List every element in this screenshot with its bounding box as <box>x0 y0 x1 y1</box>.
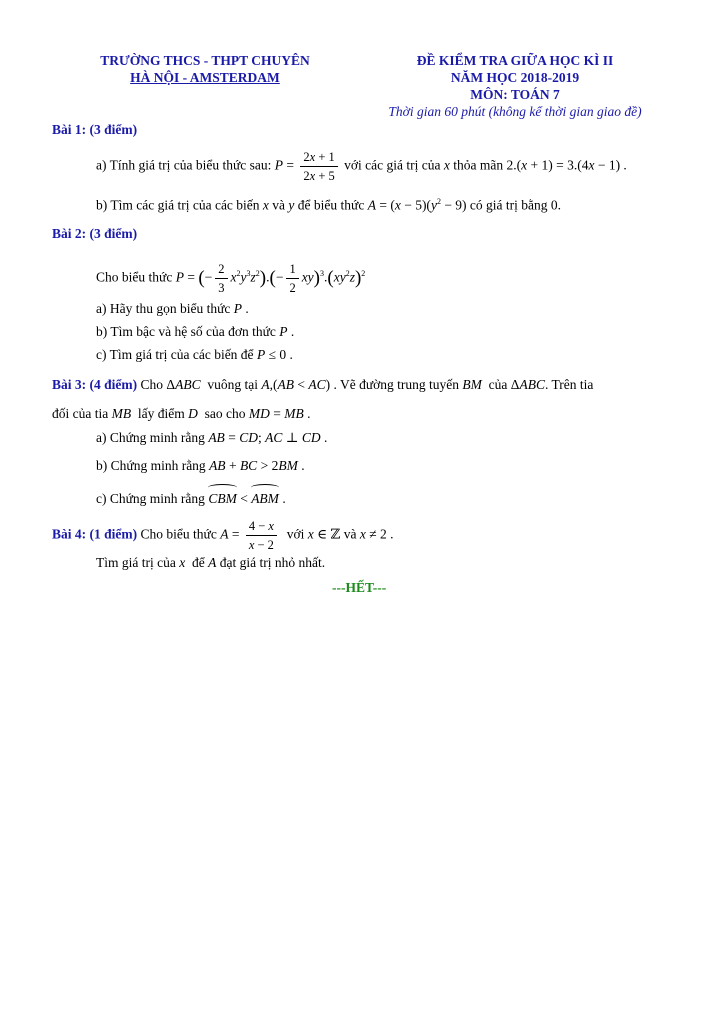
subject: MÔN: TOÁN 7 <box>470 87 560 102</box>
problem1-title: Bài 1: (3 điểm) <box>52 122 138 137</box>
school-header <box>80 52 330 86</box>
exam-header <box>360 52 670 120</box>
problem1-part-a: a) Tính giá trị của biểu thức sau: P = $\frac{2x + 1}{2x + 5}$ với các giá trị của x thỏa mãn 2.(x + 1) = 3.(4x − 1) . <box>96 150 627 183</box>
problem3-part-c: c) Chứng minh rằng CBM < ABM . <box>96 486 286 508</box>
school-year: NĂM HỌC 2018-2019 <box>450 70 580 85</box>
problem4-task: Tìm giá trị của x để A đạt giá trị nhỏ nhất. <box>96 555 326 570</box>
problem3-line2: đối của tia MB lấy điểm D sao cho MD = MB . <box>52 406 311 421</box>
exam-title: ĐỀ KIỂM TRA GIỮA HỌC KÌ II <box>416 53 614 68</box>
problem1-a-text: a) Tính giá trị của biểu thức sau: <box>96 157 272 173</box>
exam-duration: Thời gian 60 phút (không kể thời gian giao đề) <box>388 104 642 119</box>
problem3-title: Bài 3: (4 điểm) <box>52 377 138 392</box>
problem4-title: Bài 4: (1 điểm) <box>52 526 138 542</box>
school-name-line2: HÀ NỘI - AMSTERDAM <box>130 70 280 85</box>
problem4-line1: Bài 4: (1 điểm) Cho biểu thức A = $\frac{4 - x}{x - 2}$ với x ∈ ℤ và x ≠ 2 . <box>52 519 394 552</box>
problem3-line1: Bài 3: (4 điểm) Cho ΔABC vuông tại A,(AB < AC) . Vẽ đường trung tuyến BM của ΔABC. Trên tia <box>52 377 594 392</box>
problem3-part-a: a) Chứng minh rằng AB = CD; AC ⊥ CD . <box>96 430 328 445</box>
problem1-part-b: b) Tìm các giá trị của các biến x và y để biểu thức $A = (x - 5)(y^2 - 9)$ có giá trị bằng 0. <box>96 197 562 213</box>
a-fraction: $\frac{4 - x}{x - 2}$ <box>246 519 277 552</box>
problem2-part-b: b) Tìm bậc và hệ số của đơn thức P . <box>96 324 295 339</box>
problem2-part-a: a) Hãy thu gọn biểu thức P . <box>96 301 249 316</box>
problem2-title: Bài 2: (3 điểm) <box>52 226 138 241</box>
p-fraction: $\frac{2x + 1}{2x + 5}$ <box>300 150 337 183</box>
problem2-expression: Cho biểu thức P = (− $\frac{2}{3}$ $x^2y^3z^2).(-$ $\frac{1}{2}$ $xy)^3.(xy^2z)^2$ <box>96 262 366 295</box>
problem3-part-b: b) Chứng minh rằng AB + BC > 2BM . <box>96 458 305 473</box>
problem2-part-c: c) Tìm giá trị của các biến để P ≤ 0 . <box>96 347 293 362</box>
end-marker: ---HẾT--- <box>332 580 387 595</box>
school-name-line1: TRƯỜNG THCS - THPT CHUYÊN <box>100 53 310 68</box>
